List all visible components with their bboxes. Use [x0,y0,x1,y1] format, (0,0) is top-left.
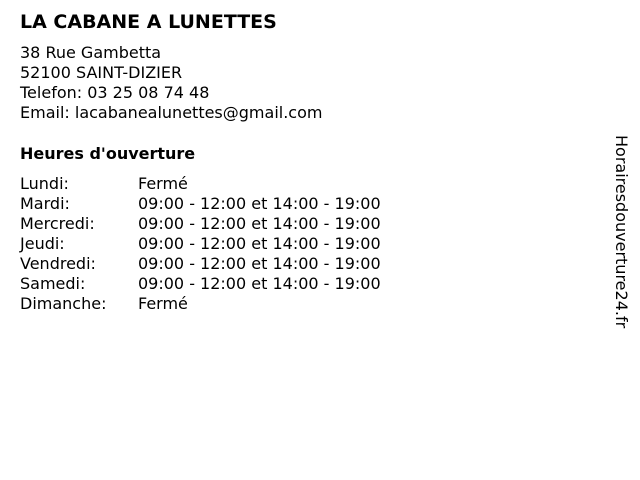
day-label: Mardi: [20,194,70,213]
city-address: 52100 SAINT-DIZIER [20,63,183,82]
opening-hours-list [20,174,381,314]
hours-row-dimanche [20,294,381,314]
day-label: Jeudi: [20,234,65,253]
hours-row-mardi [20,194,381,214]
day-label: Vendredi: [20,254,96,273]
day-times: Fermé [138,174,188,193]
email-address: Email: lacabanealunettes@gmail.com [20,103,323,122]
day-times: 09:00 - 12:00 et 14:00 - 19:00 [138,254,381,273]
day-times: Fermé [138,294,188,313]
business-name: LA CABANE A LUNETTES [20,11,277,33]
day-label: Samedi: [20,274,86,293]
opening-hours-heading: Heures d'ouverture [20,144,196,163]
day-label: Mercredi: [20,214,95,233]
day-times: 09:00 - 12:00 et 14:00 - 19:00 [138,234,381,253]
hours-row-vendredi [20,254,381,274]
phone-number: Telefon: 03 25 08 74 48 [20,83,210,102]
day-label: Lundi: [20,174,69,193]
day-times: 09:00 - 12:00 et 14:00 - 19:00 [138,194,381,213]
hours-row-samedi [20,274,381,294]
day-times: 09:00 - 12:00 et 14:00 - 19:00 [138,274,381,293]
hours-row-jeudi [20,234,381,254]
hours-row-mercredi [20,214,381,234]
street-address: 38 Rue Gambetta [20,43,162,62]
day-times: 09:00 - 12:00 et 14:00 - 19:00 [138,214,381,233]
site-watermark: Horairesdouverture24.fr [612,135,631,329]
day-label: Dimanche: [20,294,107,313]
hours-row-lundi [20,174,381,194]
business-contact [20,43,322,123]
